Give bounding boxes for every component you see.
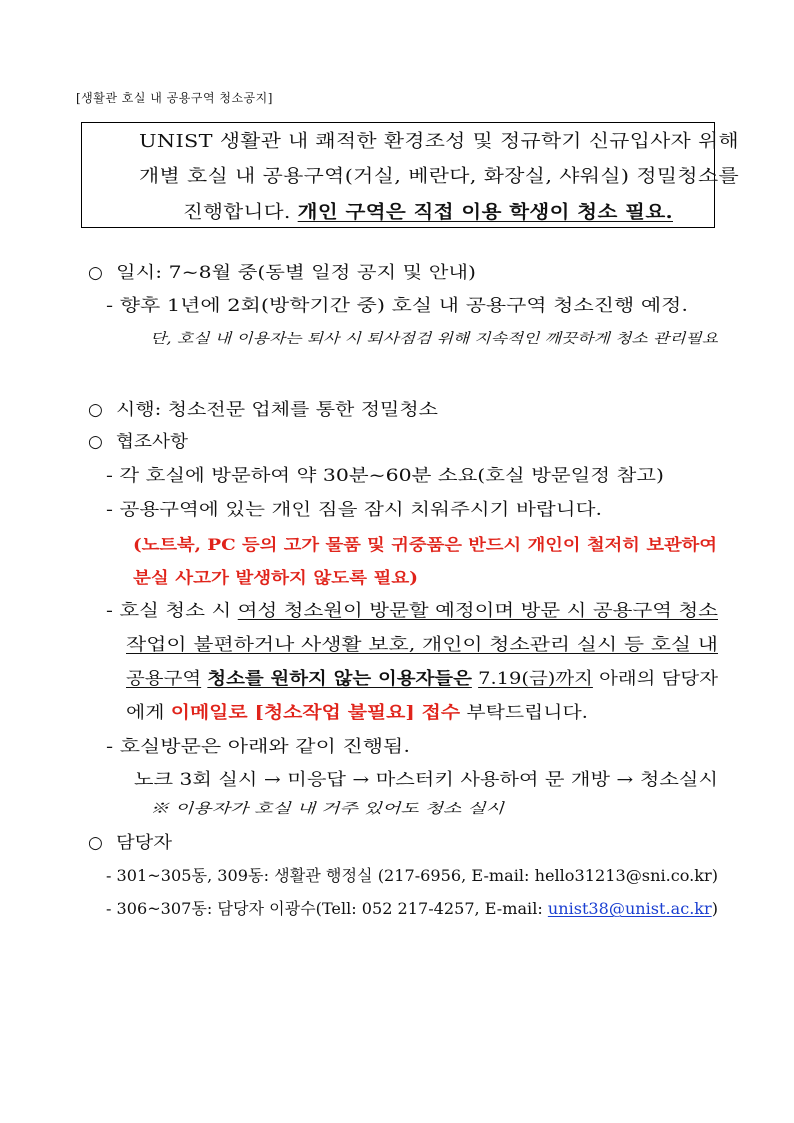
schedule-note: 단, 호실 내 이용자는 퇴사 시 퇴사점검 위해 지속적인 깨끗하게 청소 관리필요 bbox=[150, 331, 718, 347]
item3-line1-lead: - 호실 청소 시 bbox=[106, 601, 232, 621]
cooperation-heading: 협조사항 bbox=[116, 432, 188, 452]
item3-line1-underlined: 여성 청소원이 방문할 예정이며 방문 시 공용구역 청소 bbox=[237, 601, 718, 621]
cooperation-item-3-line-2: 작업이 불편하거나 사생활 보호, 개인이 청소관리 실시 등 호실 내 bbox=[126, 635, 718, 655]
visit-process-note: ※ 이용자가 호실 내 거주 있어도 청소 실시 bbox=[150, 801, 504, 817]
warning-line-1: (노트북, PC 등의 고가 물품 및 귀중품은 반드시 개인이 철저히 보관하여 bbox=[133, 535, 717, 554]
item3-line4-email-request: 이메일로 [청소작업 불필요] 접수 bbox=[170, 703, 461, 723]
contacts-bullet: ○ bbox=[88, 833, 103, 853]
cooperation-item-2: - 공용구역에 있는 개인 짐을 잠시 치워주시기 바랍니다. bbox=[106, 500, 602, 520]
warning-line-2: 분실 사고가 발생하지 않도록 필요) bbox=[133, 568, 418, 587]
schedule-heading: 일시: 7~8월 중(동별 일정 공지 및 안내) bbox=[116, 263, 476, 283]
cooperation-item-4: - 호실방문은 아래와 같이 진행됨. bbox=[106, 737, 410, 757]
cooperation-item-3-line-3 bbox=[126, 669, 718, 689]
item3-line3-not-wanting: 청소를 원하지 않는 이용자들은 bbox=[207, 669, 472, 689]
execution-heading: 시행: 청소전문 업체를 통한 정밀청소 bbox=[116, 400, 438, 420]
intro-emphasis: 개인 구역은 직접 이용 학생이 청소 필요. bbox=[297, 202, 674, 223]
cooperation-item-1: - 각 호실에 방문하여 약 30분~60분 소요(호실 방문일정 참고) bbox=[106, 466, 664, 486]
execution-bullet: ○ bbox=[88, 400, 103, 420]
schedule-sub: - 향후 1년에 2회(방학기간 중) 호실 내 공용구역 청소진행 예정. bbox=[106, 296, 688, 316]
intro-line-3 bbox=[183, 198, 673, 224]
item3-line3-public-area: 공용구역 bbox=[126, 669, 202, 689]
cooperation-bullet: ○ bbox=[88, 432, 103, 452]
item3-line4-to: 에게 bbox=[126, 703, 165, 723]
contact-2-suffix: ) bbox=[711, 899, 718, 918]
intro-box bbox=[81, 122, 740, 228]
schedule-bullet: ○ bbox=[88, 263, 103, 283]
item3-line4-thanks: 부탁드립니다. bbox=[466, 703, 588, 723]
cooperation-item-3-line-1 bbox=[106, 601, 718, 621]
intro-line-1: UNIST 생활관 내 쾌적한 환경조성 및 정규학기 신규입사자 위해 bbox=[138, 131, 739, 152]
contacts-heading: 담당자 bbox=[116, 833, 172, 853]
intro-line-2: 개별 호실 내 공용구역(거실, 베란다, 화장실, 샤워실) 정밀청소를 bbox=[139, 166, 740, 187]
cooperation-item-3-line-4 bbox=[126, 703, 588, 723]
contact-2-email-link[interactable]: unist38@unist.ac.kr bbox=[547, 899, 712, 918]
intro-line-3-plain: 진행합니다. bbox=[183, 202, 292, 223]
contact-2-prefix: - 306~307동: 담당자 이광수(Tell: 052 217-4257, E-mail: bbox=[106, 899, 543, 918]
contact-2 bbox=[106, 899, 718, 918]
notice-tag: [생활관 호실 내 공용구역 청소공지] bbox=[76, 91, 273, 105]
item3-line3-contact: 아래의 담당자 bbox=[599, 669, 718, 689]
contact-1: - 301~305동, 309동: 생활관 행정실 (217-6956, E-mail: hello31213@sni.co.kr) bbox=[106, 866, 719, 885]
item3-line3-deadline: 7.19(금)까지 bbox=[478, 669, 593, 689]
visit-process: 노크 3회 실시 → 미응답 → 마스터키 사용하여 문 개방 → 청소실시 bbox=[134, 770, 718, 790]
